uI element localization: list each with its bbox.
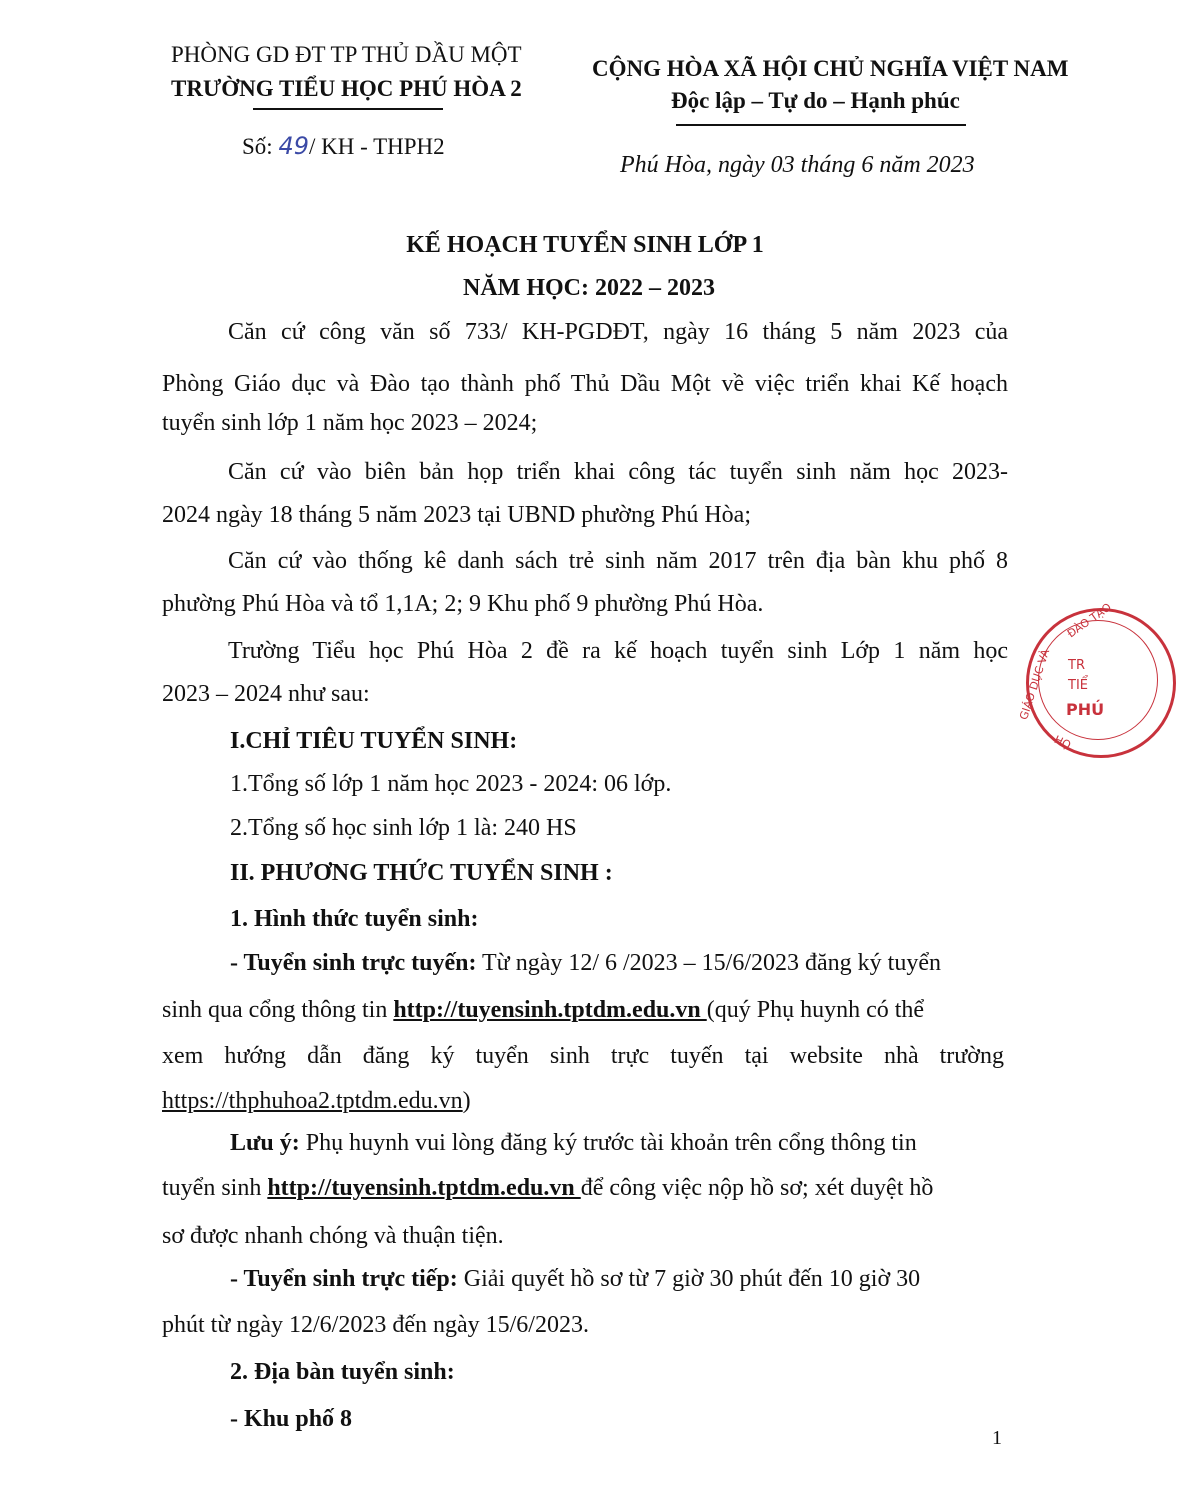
seal-inner-ring [1038, 620, 1158, 740]
document-date: Phú Hòa, ngày 03 tháng 6 năm 2023 [620, 152, 975, 178]
online-admission-line-2 [162, 998, 924, 1022]
school-underline [253, 108, 443, 110]
note-text-2a: tuyển sinh [162, 1175, 268, 1201]
paragraph-1-line-3: tuyển sinh lớp 1 năm học 2023 – 2024; [162, 410, 538, 436]
official-seal [1017, 600, 1114, 768]
department-name: PHÒNG GD ĐT TP THỦ DẦU MỘT [171, 42, 522, 67]
section-2-subtitle-1: 1. Hình thức tuyển sinh: [230, 906, 479, 932]
paragraph-3-line-1: Căn cứ vào thống kê danh sách trẻ sinh năm 2017 trên địa bàn khu phố 8 [228, 548, 1008, 574]
area-item-1: - Khu phố 8 [230, 1406, 353, 1432]
note-label: Lưu ý: [230, 1130, 300, 1156]
note-text-1: Phụ huynh vui lòng đăng ký trước tài khoản trên cổng thông tin [299, 1130, 917, 1156]
seal-inner-text-1: TR [1068, 658, 1085, 673]
document-title: KẾ HOẠCH TUYỂN SINH LỚP 1 [406, 232, 764, 258]
school-year-title: NĂM HỌC: 2022 – 2023 [463, 275, 715, 301]
paragraph-4-line-1: Trường Tiểu học Phú Hòa 2 đề ra kế hoạch tuyển sinh Lớp 1 năm học [228, 638, 1008, 664]
direct-admission-line-2: phút từ ngày 12/6/2023 đến ngày 15/6/2023. [162, 1312, 589, 1338]
seal-inner-text-2: TIỂ [1068, 678, 1088, 693]
motto-underline [676, 124, 966, 126]
document-number-label: Số: [242, 134, 273, 159]
note-line-2 [162, 1176, 933, 1200]
school-website-link[interactable]: https://thphuhoa2.tptdm.edu.vn [162, 1088, 463, 1114]
online-admission-line-4 [162, 1089, 471, 1113]
page-number: 1 [992, 1427, 1002, 1449]
direct-admission-label: - Tuyển sinh trực tiếp: [230, 1266, 458, 1292]
direct-admission-line-1 [230, 1267, 920, 1291]
note-line-3: sơ được nhanh chóng và thuận tiện. [162, 1223, 504, 1249]
online-admission-text-2a: sinh qua cổng thông tin [162, 997, 394, 1023]
paragraph-1-line-2: Phòng Giáo dục và Đào tạo thành phố Thủ Dầu Một về việc triển khai Kế hoạch [162, 371, 1008, 397]
seal-inner-text-3: PHÚ [1066, 700, 1105, 719]
seal-bottom-text: HỌ [1052, 733, 1073, 752]
section-2-title: II. PHƯƠNG THỨC TUYỂN SINH : [230, 860, 613, 886]
online-admission-text: Từ ngày 12/ 6 /2023 – 15/6/2023 đăng ký tuyển [476, 950, 941, 976]
paragraph-1-line-1: Căn cứ công văn số 733/ KH-PGDĐT, ngày 16 tháng 5 năm 2023 của [228, 319, 1008, 345]
online-admission-line-1 [230, 951, 941, 975]
document-number [242, 132, 445, 160]
note-text-2b: để công việc nộp hồ sơ; xét duyệt hồ [580, 1175, 934, 1201]
section-2-subtitle-2: 2. Địa bàn tuyển sinh: [230, 1359, 455, 1385]
country-name: CỘNG HÒA XÃ HỘI CHỦ NGHĨA VIỆT NAM [592, 56, 1069, 81]
seal-left-text: GIÁO DỤC VÀ [1017, 647, 1053, 722]
online-admission-label: - Tuyển sinh trực tuyến: [230, 950, 477, 976]
online-admission-text-4-end: ) [462, 1088, 471, 1114]
paragraph-3-line-2: phường Phú Hòa và tổ 1,1A; 2; 9 Khu phố 9 phường Phú Hòa. [162, 591, 764, 617]
direct-admission-text: Giải quyết hồ sơ từ 7 giờ 30 phút đến 10 giờ 30 [457, 1266, 921, 1292]
admission-portal-link[interactable]: http://tuyensinh.tptdm.edu.vn [393, 997, 707, 1023]
online-admission-text-2b: (quý Phụ huynh có thể [706, 997, 925, 1023]
note-portal-link[interactable]: http://tuyensinh.tptdm.edu.vn [267, 1175, 581, 1201]
seal-top-text: ĐÀO TẠO [1064, 600, 1114, 641]
section-1-title: I.CHỈ TIÊU TUYỂN SINH: [230, 728, 518, 754]
section-1-item-2: 2.Tổng số học sinh lớp 1 là: 240 HS [230, 815, 577, 841]
paragraph-2-line-1: Căn cứ vào biên bản họp triển khai công tác tuyển sinh năm học 2023- [228, 459, 1008, 485]
note-line-1 [230, 1131, 917, 1155]
online-admission-line-3: xem hướng dẫn đăng ký tuyển sinh trực tuyến tại website nhà trường [162, 1043, 1004, 1069]
country-motto: Độc lập – Tự do – Hạnh phúc [671, 88, 960, 113]
paragraph-4-line-2: 2023 – 2024 như sau: [162, 681, 370, 707]
school-name: TRƯỜNG TIỂU HỌC PHÚ HÒA 2 [171, 76, 522, 101]
document-number-suffix: / KH - THPH2 [308, 134, 445, 159]
section-1-item-1: 1.Tổng số lớp 1 năm học 2023 - 2024: 06 lớp. [230, 771, 672, 797]
document-number-handwritten: 49 [278, 132, 309, 160]
paragraph-2-line-2: 2024 ngày 18 tháng 5 năm 2023 tại UBND phường Phú Hòa; [162, 502, 751, 528]
